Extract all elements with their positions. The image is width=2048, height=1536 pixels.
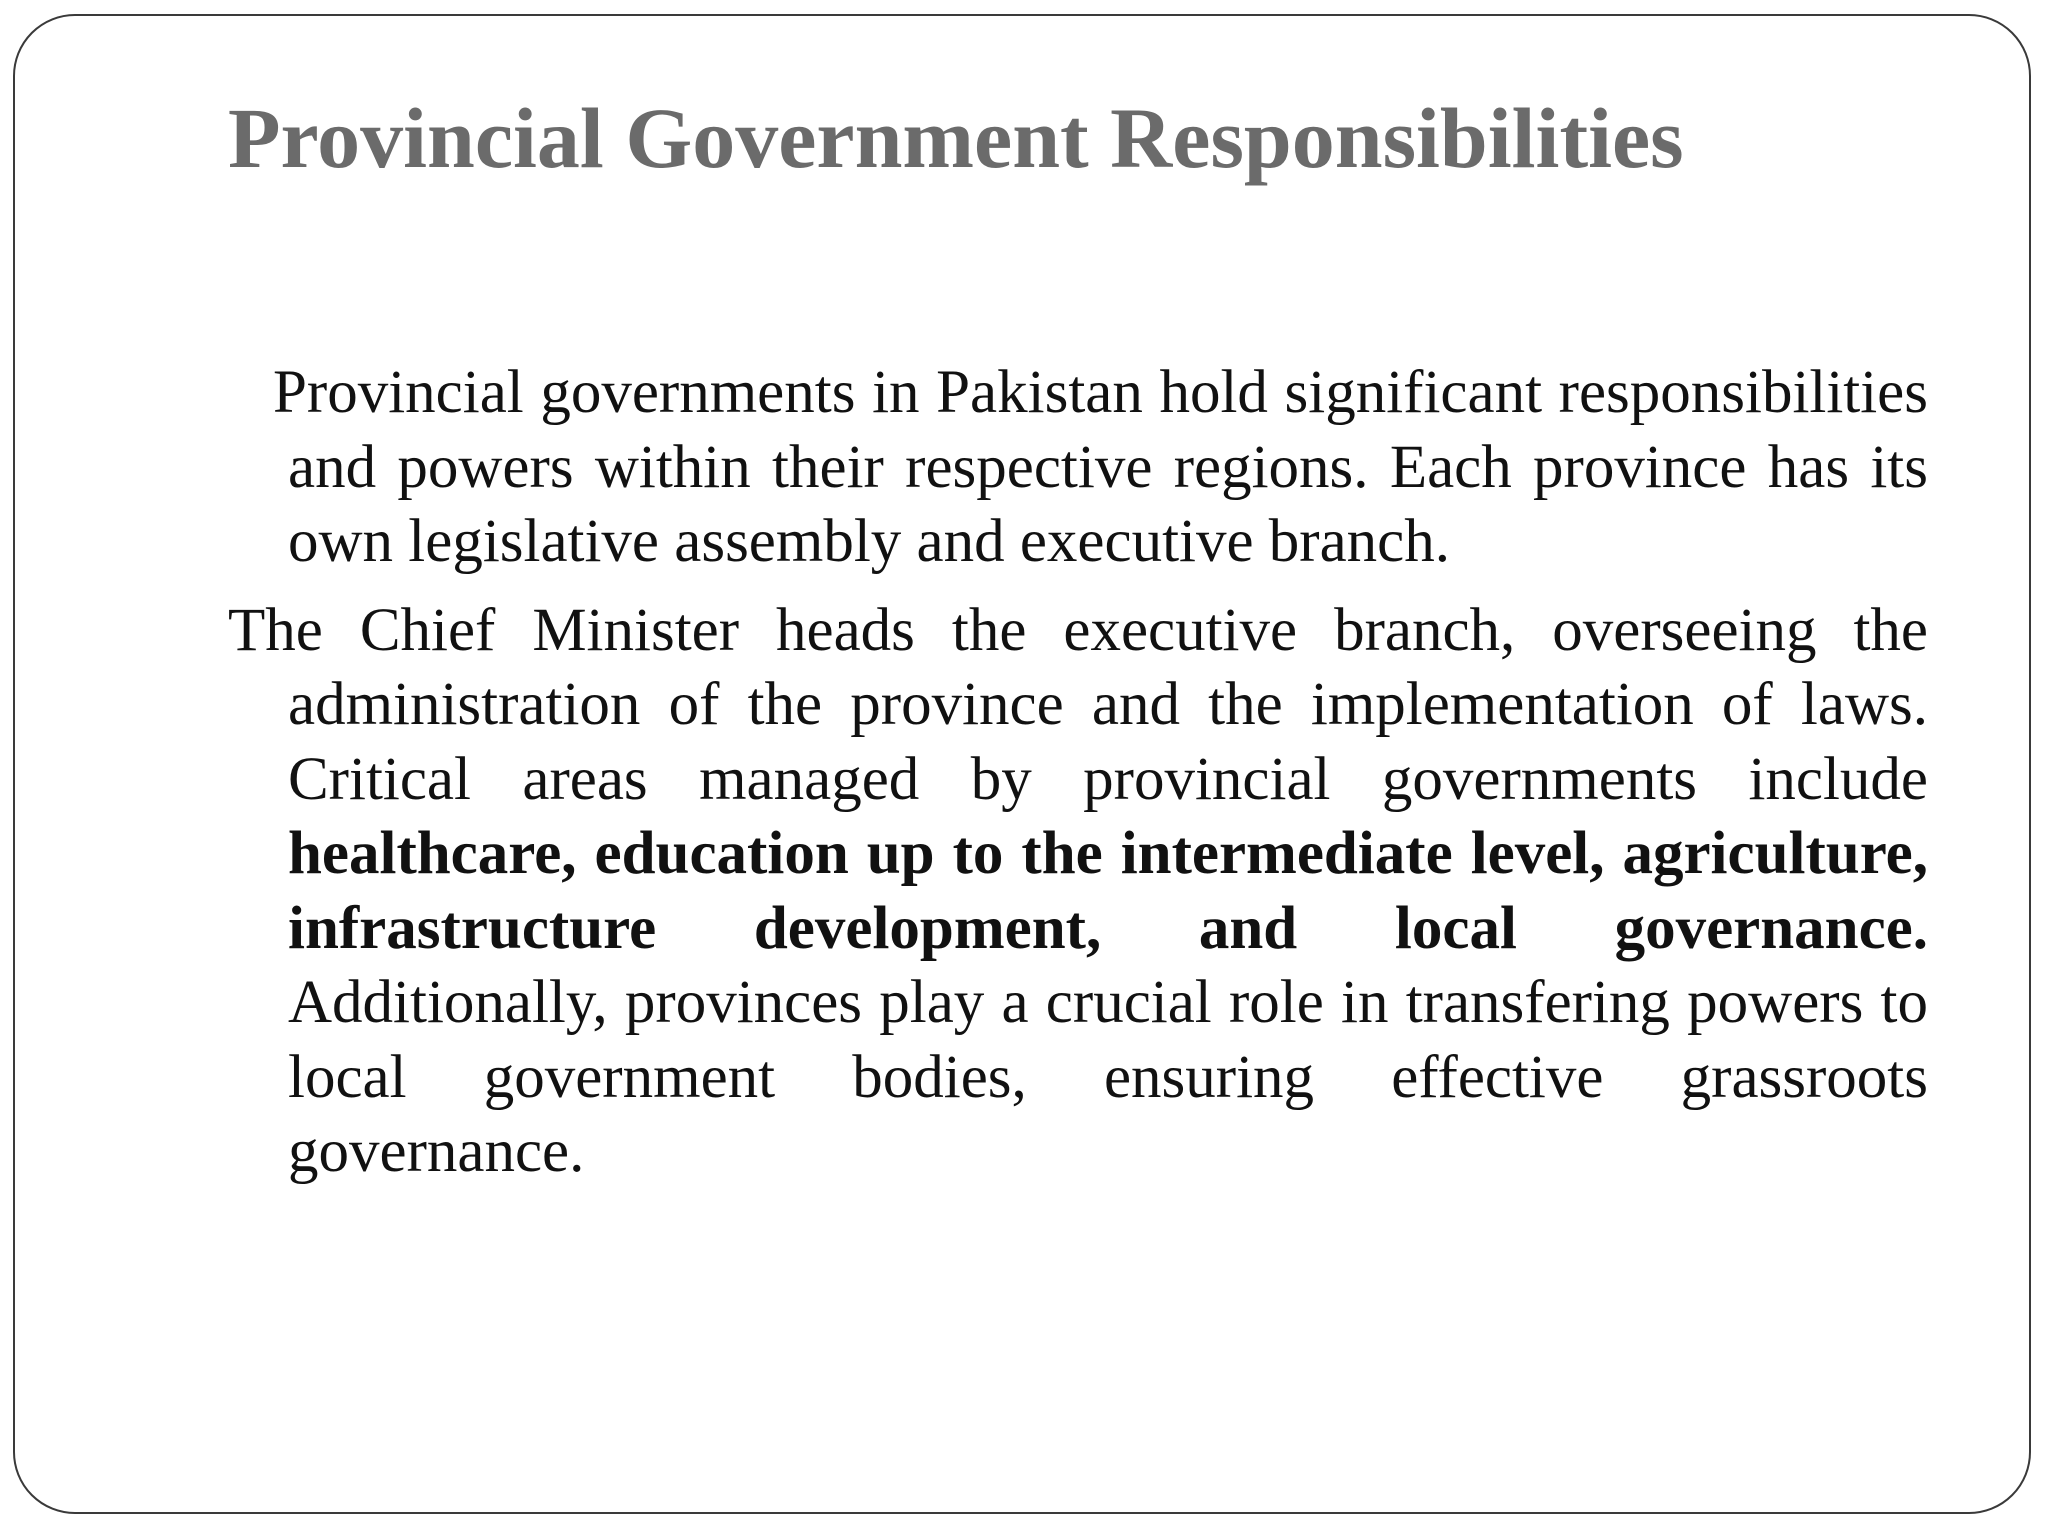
paragraph-provincial-governments: Provincial governments in Pakistan hold significant responsibilities and powers within their respective regions. Each province has its own legislative assembly and executive branch. — [273, 359, 1928, 575]
paragraph-tail-text: Additionally, provinces play a crucial role in transfering powers to local government bodies, ensuring effective grassroots governance. — [288, 969, 1928, 1185]
paragraph-lead-text: The Chief Minister heads the executive branch, overseeing the administration of the province and the implementation of laws. Critical areas managed by provincial governments include — [228, 596, 1928, 813]
paragraph-bold-areas: healthcare, education up to the intermediate level, agriculture, infrastructure development, and local governance. — [288, 820, 1928, 962]
paragraph-chief-minister — [228, 594, 1928, 1190]
slide-title: Provincial Government Responsibilities — [228, 90, 1684, 186]
slide-body — [228, 356, 1928, 1204]
